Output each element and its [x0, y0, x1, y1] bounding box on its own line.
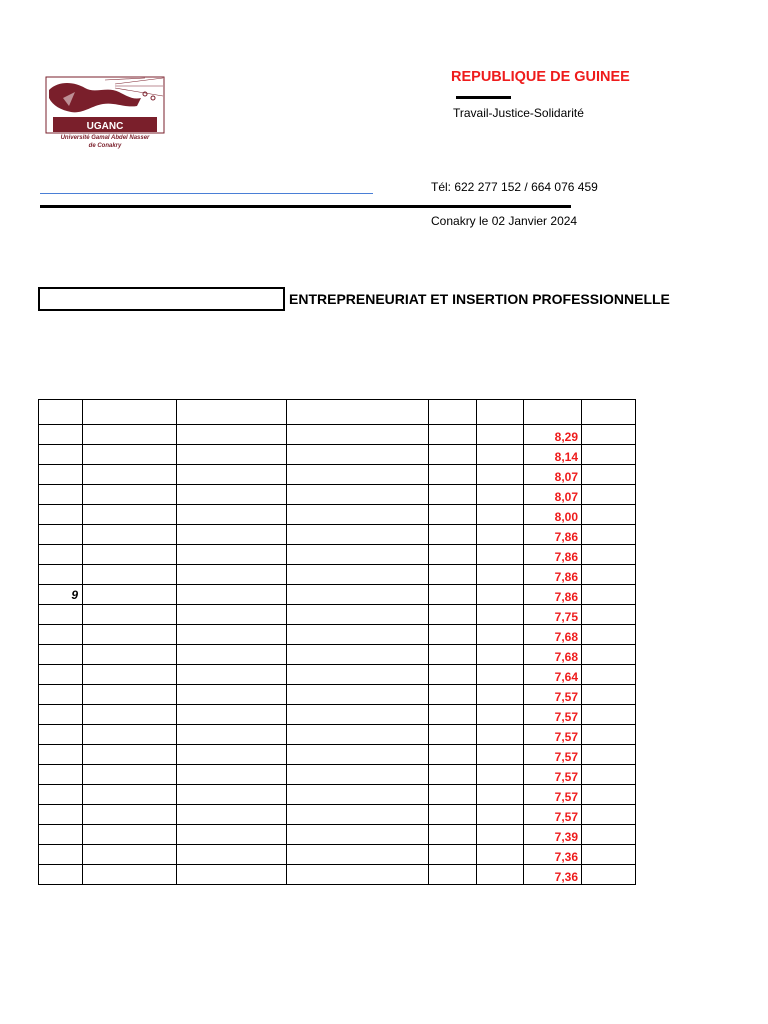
table-cell [83, 805, 177, 825]
table-cell [429, 605, 477, 625]
score-cell: 7,75 [524, 605, 582, 625]
rank-cell [39, 745, 83, 765]
table-cell [477, 625, 524, 645]
table-cell [287, 825, 429, 845]
table-cell [582, 445, 636, 465]
table-cell [83, 445, 177, 465]
rank-cell [39, 825, 83, 845]
rank-cell [39, 685, 83, 705]
score-cell: 7,86 [524, 565, 582, 585]
table-cell [287, 485, 429, 505]
table-row [39, 705, 636, 725]
rank-cell [39, 865, 83, 885]
ugan-logo-icon [45, 76, 165, 134]
rank-cell [39, 765, 83, 785]
rank-cell [39, 485, 83, 505]
table-cell [429, 765, 477, 785]
table-cell [177, 425, 287, 445]
rank-cell [39, 845, 83, 865]
table-cell [429, 745, 477, 765]
document-title: ENTREPRENEURIAT ET INSERTION PROFESSIONNELLE [289, 291, 670, 307]
table-cell [177, 785, 287, 805]
table-cell [177, 805, 287, 825]
table-cell [429, 785, 477, 805]
rank-cell [39, 665, 83, 685]
table-cell [177, 745, 287, 765]
score-cell: 7,57 [524, 685, 582, 705]
telephone-line: Tél: 622 277 152 / 664 076 459 [431, 180, 598, 194]
table-cell [429, 805, 477, 825]
table-cell [477, 725, 524, 745]
national-motto: Travail-Justice-Solidarité [453, 106, 584, 120]
table-cell [177, 525, 287, 545]
table-cell [287, 545, 429, 565]
table-row [39, 545, 636, 565]
table-cell [177, 505, 287, 525]
header-cell [83, 400, 177, 425]
table-cell [83, 625, 177, 645]
table-row [39, 505, 636, 525]
table-cell [177, 605, 287, 625]
table-row [39, 765, 636, 785]
table-cell [83, 525, 177, 545]
table-cell [177, 705, 287, 725]
rank-cell: 9 [39, 585, 83, 605]
table-row [39, 845, 636, 865]
rank-cell [39, 605, 83, 625]
table-cell [287, 505, 429, 525]
score-cell: 8,14 [524, 445, 582, 465]
rank-cell [39, 625, 83, 645]
table-cell [83, 825, 177, 845]
table-cell [429, 705, 477, 725]
table-cell [477, 825, 524, 845]
table-cell [429, 585, 477, 605]
table-cell [287, 865, 429, 885]
table-cell [477, 465, 524, 485]
table-cell [177, 725, 287, 745]
header-cell [524, 400, 582, 425]
table-cell [477, 865, 524, 885]
score-cell: 8,29 [524, 425, 582, 445]
table-cell [177, 645, 287, 665]
header-cell [582, 400, 636, 425]
table-cell [477, 585, 524, 605]
score-cell: 7,86 [524, 585, 582, 605]
table-cell [429, 485, 477, 505]
table-cell [429, 845, 477, 865]
table-cell [83, 665, 177, 685]
table-cell [582, 585, 636, 605]
table-cell [477, 645, 524, 665]
table-cell [287, 625, 429, 645]
table-row [39, 785, 636, 805]
table-cell [477, 665, 524, 685]
table-cell [177, 625, 287, 645]
university-logo [45, 76, 165, 154]
table-cell [477, 565, 524, 585]
table-cell [582, 425, 636, 445]
header-cell [429, 400, 477, 425]
table-cell [477, 545, 524, 565]
table-cell [477, 805, 524, 825]
table-cell [582, 625, 636, 645]
table-cell [582, 605, 636, 625]
table-cell [582, 785, 636, 805]
score-cell: 8,07 [524, 465, 582, 485]
table-cell [582, 665, 636, 685]
table-cell [287, 725, 429, 745]
table-cell [582, 865, 636, 885]
score-cell: 7,68 [524, 645, 582, 665]
table-cell [429, 525, 477, 545]
table-cell [83, 485, 177, 505]
table-cell [177, 445, 287, 465]
table-cell [582, 745, 636, 765]
table-row [39, 525, 636, 545]
table-row [39, 585, 636, 605]
table-cell [177, 825, 287, 845]
table-cell [177, 465, 287, 485]
table-cell [177, 865, 287, 885]
table-cell [287, 845, 429, 865]
table-cell [83, 465, 177, 485]
logo-university-name: Université Gamal Abdel Nasser [60, 135, 150, 141]
table-cell [477, 685, 524, 705]
table-cell [83, 585, 177, 605]
score-cell: 7,86 [524, 545, 582, 565]
rank-cell [39, 785, 83, 805]
table-row [39, 605, 636, 625]
rank-cell [39, 565, 83, 585]
table-cell [287, 705, 429, 725]
table-cell [287, 665, 429, 685]
table-cell [477, 425, 524, 445]
results-table [38, 399, 636, 885]
table-cell [582, 505, 636, 525]
table-cell [477, 765, 524, 785]
table-cell [477, 505, 524, 525]
title-label-box [38, 287, 285, 311]
table-cell [83, 745, 177, 765]
table-header-row [39, 400, 636, 425]
table-cell [287, 465, 429, 485]
table-cell [429, 685, 477, 705]
table-cell [582, 705, 636, 725]
table-cell [429, 505, 477, 525]
table-cell [83, 785, 177, 805]
table-cell [287, 805, 429, 825]
table-cell [429, 825, 477, 845]
table-cell [582, 825, 636, 845]
rank-cell [39, 725, 83, 745]
table-cell [83, 865, 177, 885]
table-cell [287, 525, 429, 545]
table-row [39, 825, 636, 845]
score-cell: 7,36 [524, 865, 582, 885]
table-cell [287, 645, 429, 665]
score-cell: 7,57 [524, 765, 582, 785]
table-cell [582, 485, 636, 505]
table-cell [582, 645, 636, 665]
table-cell [83, 845, 177, 865]
table-row [39, 425, 636, 445]
rank-cell [39, 445, 83, 465]
table-cell [477, 705, 524, 725]
score-cell: 7,57 [524, 705, 582, 725]
heading-divider [456, 96, 511, 99]
table-cell [83, 725, 177, 745]
table-cell [582, 765, 636, 785]
score-cell: 7,36 [524, 845, 582, 865]
table-cell [429, 865, 477, 885]
table-cell [582, 845, 636, 865]
table-cell [429, 725, 477, 745]
table-cell [177, 585, 287, 605]
table-cell [582, 725, 636, 745]
header-cell [177, 400, 287, 425]
table-cell [429, 665, 477, 685]
table-cell [582, 465, 636, 485]
table-cell [582, 805, 636, 825]
rank-cell [39, 645, 83, 665]
table-cell [177, 565, 287, 585]
table-cell [582, 565, 636, 585]
score-cell: 7,57 [524, 725, 582, 745]
table-row [39, 665, 636, 685]
table-cell [429, 465, 477, 485]
table-cell [177, 765, 287, 785]
score-cell: 7,64 [524, 665, 582, 685]
logo-acronym: UGANC [86, 121, 124, 132]
table-cell [177, 545, 287, 565]
table-row [39, 745, 636, 765]
table-cell [83, 685, 177, 705]
score-cell: 7,57 [524, 745, 582, 765]
table-cell [429, 545, 477, 565]
table-cell [83, 705, 177, 725]
table-cell [287, 685, 429, 705]
rank-cell [39, 465, 83, 485]
table-cell [477, 445, 524, 465]
header-cell [477, 400, 524, 425]
address-underline [40, 193, 373, 194]
table-cell [582, 545, 636, 565]
score-cell: 7,57 [524, 785, 582, 805]
table-cell [83, 765, 177, 785]
table-cell [477, 485, 524, 505]
table-cell [177, 665, 287, 685]
table-cell [287, 765, 429, 785]
logo-university-city: de Conakry [88, 143, 122, 149]
table-cell [477, 785, 524, 805]
table-cell [477, 525, 524, 545]
rank-cell [39, 545, 83, 565]
score-cell: 8,00 [524, 505, 582, 525]
score-cell: 7,86 [524, 525, 582, 545]
table-cell [477, 845, 524, 865]
score-cell: 8,07 [524, 485, 582, 505]
header-cell [39, 400, 83, 425]
table-row [39, 725, 636, 745]
table-cell [429, 645, 477, 665]
table-cell [177, 485, 287, 505]
rank-cell [39, 805, 83, 825]
table-cell [429, 445, 477, 465]
rank-cell [39, 705, 83, 725]
rank-cell [39, 525, 83, 545]
table-cell [83, 425, 177, 445]
place-date: Conakry le 02 Janvier 2024 [431, 214, 578, 228]
table-cell [287, 445, 429, 465]
table-row [39, 685, 636, 705]
table-row [39, 445, 636, 465]
table-cell [429, 625, 477, 645]
table-cell [477, 745, 524, 765]
table-row [39, 485, 636, 505]
table-row [39, 805, 636, 825]
header-divider [40, 205, 571, 208]
table-cell [177, 685, 287, 705]
table-cell [83, 645, 177, 665]
table-cell [582, 685, 636, 705]
table-row [39, 645, 636, 665]
header-cell [287, 400, 429, 425]
rank-cell [39, 505, 83, 525]
score-cell: 7,57 [524, 805, 582, 825]
table-row [39, 865, 636, 885]
table-cell [429, 565, 477, 585]
table-cell [83, 605, 177, 625]
rank-cell [39, 425, 83, 445]
score-cell: 7,68 [524, 625, 582, 645]
table-cell [429, 425, 477, 445]
table-cell [477, 605, 524, 625]
table-cell [287, 785, 429, 805]
table-cell [287, 565, 429, 585]
table-cell [83, 505, 177, 525]
table-row [39, 465, 636, 485]
table-row [39, 565, 636, 585]
table-cell [287, 585, 429, 605]
table-cell [287, 605, 429, 625]
republic-heading: REPUBLIQUE DE GUINEE [451, 69, 630, 85]
score-cell: 7,39 [524, 825, 582, 845]
table-cell [83, 565, 177, 585]
table-cell [83, 545, 177, 565]
table-cell [582, 525, 636, 545]
table-cell [287, 425, 429, 445]
table-row [39, 625, 636, 645]
table-cell [287, 745, 429, 765]
table-cell [177, 845, 287, 865]
